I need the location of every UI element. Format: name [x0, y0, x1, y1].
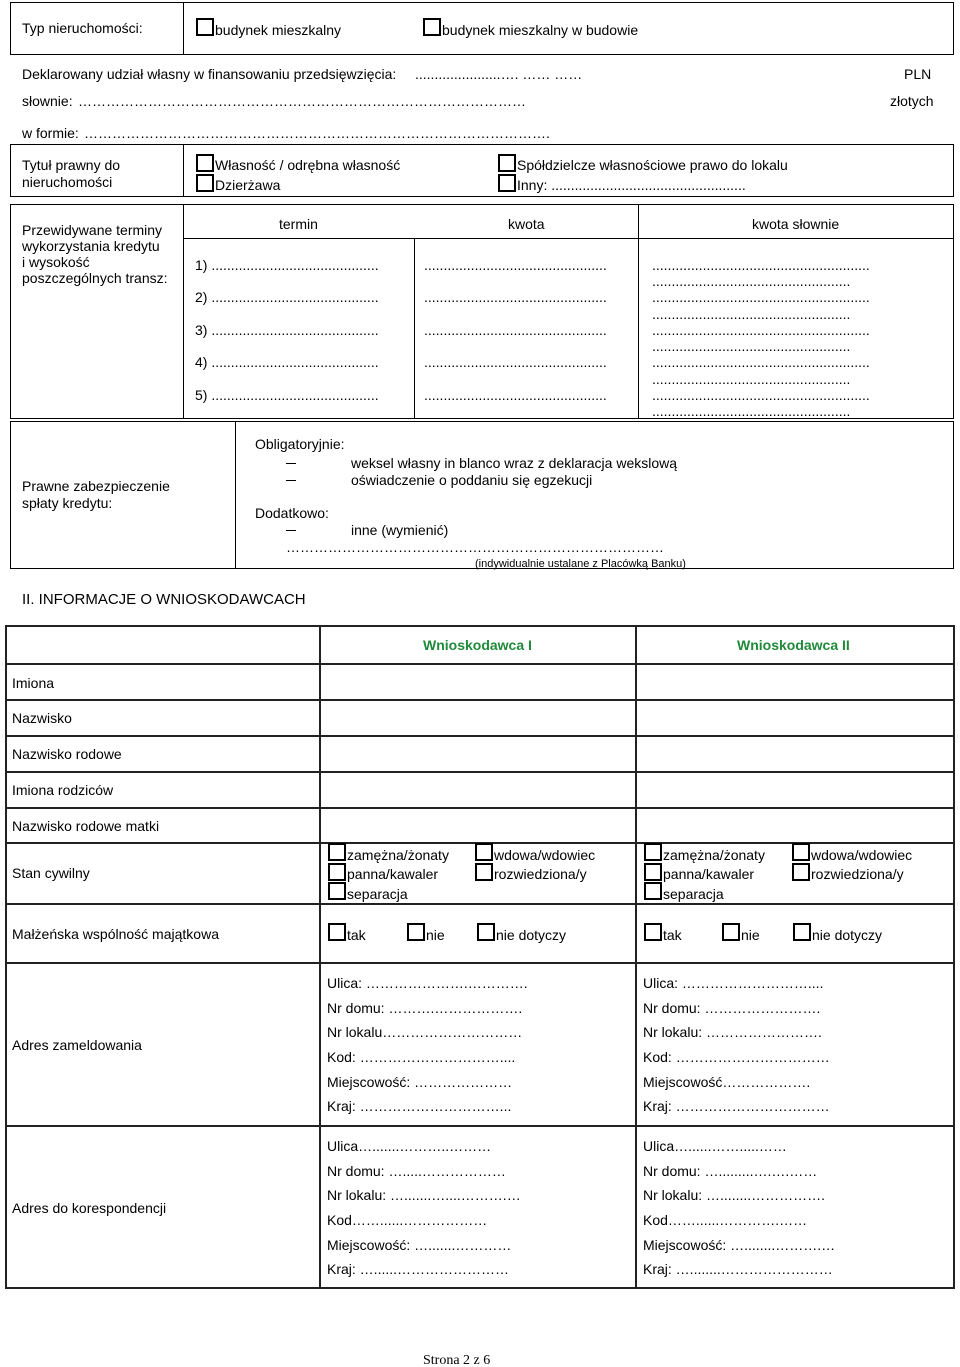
option-inny[interactable]: Inny: .................................................. — [517, 177, 746, 193]
koresp-w2-kod[interactable]: Kod……......………….…… — [643, 1212, 808, 1228]
zameld-w1-kod[interactable]: Kod: ………………………….... — [327, 1049, 516, 1065]
checkbox-spoldzielcze[interactable] — [498, 154, 516, 172]
frame-left — [10, 2, 11, 54]
dodatkowo-label: Dodatkowo: — [255, 505, 329, 521]
checkbox-wsp-nie-dotyczy-w1[interactable] — [477, 923, 495, 941]
w-formie-label: w formie: — [22, 125, 79, 141]
checkbox-wlasnosc[interactable] — [196, 154, 214, 172]
transze-label-2: wykorzystania kredytu — [22, 238, 160, 254]
zameld-w2-ulica[interactable]: Ulica: ……………………….... — [643, 975, 824, 991]
option-budynek-w-budowie: budynek mieszkalny w budowie — [442, 22, 639, 38]
option-wsp-tak-w1: tak — [347, 927, 366, 943]
col-termin-header: termin — [279, 216, 318, 232]
checkbox-separacja-w1[interactable] — [328, 882, 346, 900]
frame-top — [10, 2, 954, 3]
option-spoldzielcze: Spółdzielcze własnościowe prawo do lokalu — [517, 157, 788, 173]
transze-col2 — [414, 238, 415, 418]
row-line — [5, 962, 955, 964]
option-rozwiedziona-w2: rozwiedziona/y — [811, 866, 904, 882]
row-label-imiona: Imiona — [12, 675, 55, 691]
checkbox-wsp-nie-dotyczy-w2[interactable] — [793, 923, 811, 941]
transze-label-4: poszczególnych transz: — [22, 270, 168, 286]
termin-row-5[interactable]: 5) ........................................... — [195, 387, 379, 403]
zameld-w2-nr-domu[interactable]: Nr domu: ……………………. — [643, 1000, 821, 1016]
zameld-w2-miejscowosc[interactable]: Miejscowość………………. — [643, 1074, 811, 1090]
kwota-row-1[interactable]: ............................................... — [424, 257, 607, 273]
zabezp-divider — [235, 421, 236, 569]
dodat-inne-value[interactable]: ……………………………………………………………………… — [286, 539, 664, 555]
table2-bottom — [5, 1287, 955, 1289]
koresp-w2-miejscowosc[interactable]: Miejscowość: …........……….… — [643, 1237, 836, 1253]
option-separacja-w1: separacja — [347, 886, 408, 902]
option-wsp-nie-dotyczy-w1: nie dotyczy — [496, 927, 567, 943]
koresp-w2-ulica[interactable]: Ulica…......…….....…… — [643, 1138, 787, 1154]
udzial-wlasny-label: Deklarowany udział własny w finansowaniu przedsięwzięcia: — [22, 66, 397, 82]
zameld-w1-nr-lokalu[interactable]: Nr lokalu………………………… — [327, 1024, 523, 1040]
zabezp-top — [10, 421, 954, 422]
table2-left — [5, 625, 7, 1289]
slownie-row-9[interactable]: ........................................................ — [652, 387, 870, 403]
checkbox-wdowa-w2[interactable] — [792, 843, 810, 861]
checkbox-wsp-nie-w1[interactable] — [407, 923, 425, 941]
option-budynek-mieszkalny: budynek mieszkalny — [215, 22, 342, 38]
option-panna-w1: panna/kawaler — [347, 866, 439, 882]
checkbox-panna-w1[interactable] — [328, 863, 346, 881]
slownie-label: słownie: — [22, 93, 73, 109]
transze-label-3: i wysokość — [22, 254, 90, 270]
row-line — [5, 735, 955, 737]
option-panna-w2: panna/kawaler — [663, 866, 755, 882]
option-zamezna-w1: zamężna/żonaty — [347, 847, 449, 863]
row-line — [5, 699, 955, 701]
koresp-w1-miejscowosc[interactable]: Miejscowość: ….......………… — [327, 1237, 512, 1253]
kwota-row-2[interactable]: ............................................... — [424, 289, 607, 305]
slownie-row-10[interactable]: ................................................... — [652, 403, 851, 419]
row-line — [5, 807, 955, 809]
koresp-w2-nr-lokalu[interactable]: Nr lokalu: …........……………. — [643, 1187, 826, 1203]
slownie-row-4[interactable]: ................................................... — [652, 306, 851, 322]
frame-right — [953, 2, 954, 54]
row-line — [5, 771, 955, 773]
option-wdowa-w2: wdowa/wdowiec — [811, 847, 913, 863]
row-label-adres-zameldowania: Adres zameldowania — [12, 1037, 142, 1053]
checkbox-separacja-w2[interactable] — [644, 882, 662, 900]
option-wsp-nie-w1: nie — [426, 927, 445, 943]
transze-col3 — [638, 204, 639, 418]
checkbox-inny[interactable] — [498, 174, 516, 192]
w-formie-value[interactable]: ………………………………………………………………………………………. — [84, 125, 550, 141]
transze-label-1: Przewidywane terminy — [22, 222, 163, 238]
kwota-row-5[interactable]: ............................................... — [424, 387, 607, 403]
currency-pln: PLN — [904, 66, 932, 82]
col-kwota-header: kwota — [508, 216, 545, 232]
row-label-nazwisko-rodowe: Nazwisko rodowe — [12, 746, 122, 762]
dash-bullet — [286, 480, 296, 481]
table2-right — [953, 625, 955, 1289]
slownie-row-2[interactable]: ................................................... — [652, 273, 851, 289]
table2-col1 — [319, 625, 321, 1289]
option-separacja-w2: separacja — [663, 886, 724, 902]
termin-row-1[interactable]: 1) ........................................... — [195, 257, 379, 273]
obligatoryjnie-label: Obligatoryjnie: — [255, 436, 345, 452]
row-line — [5, 1125, 955, 1127]
zameld-w2-nr-lokalu[interactable]: Nr lokalu: ……………………. — [643, 1024, 822, 1040]
table2-col2 — [635, 625, 637, 1289]
koresp-w1-kraj[interactable]: Kraj: …......…………………… — [327, 1261, 510, 1277]
slownie-value[interactable]: …………………………………………………………………………………… — [78, 93, 526, 109]
transze-header-bottom — [183, 238, 954, 239]
option-wdowa-w1: wdowa/wdowiec — [494, 847, 596, 863]
checkbox-wsp-tak-w1[interactable] — [328, 923, 346, 941]
checkbox-zamezna-w2[interactable] — [644, 843, 662, 861]
slownie-row-1[interactable]: ........................................................ — [652, 257, 870, 273]
row-label-nazwisko: Nazwisko — [12, 710, 72, 726]
dash-bullet — [286, 530, 296, 531]
table2-top — [5, 625, 955, 627]
tytul-top — [10, 144, 954, 145]
option-rozwiedziona-w1: rozwiedziona/y — [494, 866, 587, 882]
checkbox-panna-w2[interactable] — [644, 863, 662, 881]
row-line — [5, 663, 955, 665]
typ-nieruchomosci-label: Typ nieruchomości: — [22, 20, 143, 36]
koresp-w1-kod[interactable]: Kod……......……………… — [327, 1212, 488, 1228]
checkbox-budynek-w-budowie[interactable] — [423, 18, 441, 36]
zlotych-label: złotych — [890, 93, 934, 109]
oblig-oswiadczenie: oświadczenie o poddaniu się egzekucji — [351, 472, 593, 488]
checkbox-wdowa-w1[interactable] — [475, 843, 493, 861]
frame-bottom — [10, 54, 954, 55]
termin-row-3[interactable]: 3) ........................................... — [195, 322, 379, 338]
checkbox-rozwiedziona-w2[interactable] — [792, 863, 810, 881]
koresp-w2-kraj[interactable]: Kraj: …........…………………… — [643, 1261, 833, 1277]
zabezp-left — [10, 421, 11, 569]
koresp-w1-nr-lokalu[interactable]: Nr lokalu: ….......…....……….… — [327, 1187, 521, 1203]
slownie-row-7[interactable]: ........................................................ — [652, 354, 870, 370]
zabezp-label-1: Prawne zabezpieczenie — [22, 478, 170, 494]
option-wsp-tak-w2: tak — [663, 927, 682, 943]
transze-right — [953, 204, 954, 418]
kwota-row-4[interactable]: ............................................... — [424, 354, 607, 370]
dodat-inne: inne (wymienić) — [351, 522, 449, 538]
section-heading-wnioskodawcy: II. INFORMACJE O WNIOSKODAWCACH — [22, 591, 306, 608]
row-label-imiona-rodzicow: Imiona rodziców — [12, 782, 114, 798]
tytul-right — [953, 144, 954, 196]
zabezp-label-2: spłaty kredytu: — [22, 495, 113, 511]
row-label-adres-korespondencji: Adres do korespondencji — [12, 1200, 167, 1216]
checkbox-wsp-tak-w2[interactable] — [644, 923, 662, 941]
option-zamezna-w2: zamężna/żonaty — [663, 847, 765, 863]
row-label-stan-cywilny: Stan cywilny — [12, 865, 90, 881]
checkbox-dzierzawa[interactable] — [196, 174, 214, 192]
header-wnioskodawca-1: Wnioskodawca I — [423, 637, 532, 653]
tytul-left — [10, 144, 11, 196]
row-label-nazwisko-matki: Nazwisko rodowe matki — [12, 818, 160, 834]
tytul-bottom — [10, 196, 954, 197]
checkbox-rozwiedziona-w1[interactable] — [475, 863, 493, 881]
oblig-weksel: weksel własny in blanco wraz z deklaracja wekslową — [351, 455, 678, 471]
transze-divider — [183, 204, 184, 418]
koresp-w2-nr-domu[interactable]: Nr domu: ….........….….…… — [643, 1163, 818, 1179]
option-wsp-nie-dotyczy-w2: nie dotyczy — [812, 927, 883, 943]
checkbox-budynek-mieszkalny[interactable] — [196, 18, 214, 36]
col-divider — [183, 2, 184, 54]
checkbox-zamezna-w1[interactable] — [328, 843, 346, 861]
row-label-wspolnosc: Małżeńska wspólność majątkowa — [12, 926, 219, 942]
udzial-wlasny-value[interactable]: ......................…. …… …… — [415, 66, 583, 82]
col-kwota-slownie-header: kwota słownie — [752, 216, 840, 232]
dodat-note: (indywidualnie ustalane z Placówką Banku) — [475, 558, 686, 570]
zameld-w1-miejscowosc[interactable]: Miejscowość: ………………… — [327, 1074, 513, 1090]
header-wnioskodawca-2: Wnioskodawca II — [737, 637, 850, 653]
tytul-label-line2: nieruchomości — [22, 174, 113, 190]
page-number: Strona 2 z 6 — [423, 1353, 491, 1367]
zabezp-right — [953, 421, 954, 569]
checkbox-wsp-nie-w2[interactable] — [722, 923, 740, 941]
zameld-w1-ulica[interactable]: Ulica: ………………….…………. — [327, 975, 528, 991]
tytul-label-line1: Tytuł prawny do — [22, 157, 121, 173]
koresp-w1-nr-domu[interactable]: Nr domu: ….....……………… — [327, 1163, 506, 1179]
slownie-row-5[interactable]: ........................................................ — [652, 322, 870, 338]
zameld-w1-nr-domu[interactable]: Nr domu: ……….………………. — [327, 1000, 523, 1016]
termin-row-2[interactable]: 2) ........................................... — [195, 289, 379, 305]
kwota-row-3[interactable]: ............................................... — [424, 322, 607, 338]
koresp-w1-ulica[interactable]: Ulica….......………..……… — [327, 1138, 492, 1154]
transze-left — [10, 204, 11, 418]
zameld-w2-kod[interactable]: Kod: …………………………… — [643, 1049, 830, 1065]
transze-top — [10, 204, 954, 205]
tytul-divider — [183, 144, 184, 196]
slownie-row-8[interactable]: ................................................... — [652, 371, 851, 387]
zameld-w2-kraj[interactable]: Kraj: …………………………… — [643, 1098, 830, 1114]
termin-row-4[interactable]: 4) ........................................... — [195, 354, 379, 370]
row-line — [5, 903, 955, 905]
option-dzierzawa: Dzierżawa — [215, 177, 281, 193]
dash-bullet — [286, 463, 296, 464]
zameld-w1-kraj[interactable]: Kraj: …………………………... — [327, 1098, 512, 1114]
slownie-row-6[interactable]: ................................................... — [652, 338, 851, 354]
option-wsp-nie-w2: nie — [741, 927, 760, 943]
option-wlasnosc: Własność / odrębna własność — [215, 157, 401, 173]
slownie-row-3[interactable]: ........................................................ — [652, 289, 870, 305]
